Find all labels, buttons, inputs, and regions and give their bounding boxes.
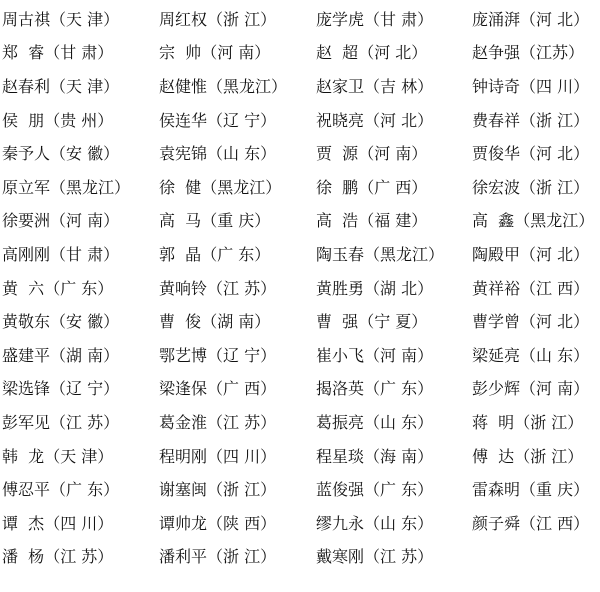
name-entry bbox=[157, 373, 314, 407]
person-name: 梁延亮 bbox=[472, 345, 521, 365]
person-name: 赵争强 bbox=[472, 43, 521, 63]
person-name: 雷森明 bbox=[472, 480, 521, 500]
person-name: 蓝俊强 bbox=[316, 480, 365, 500]
name-entry bbox=[157, 507, 314, 541]
name-entry bbox=[0, 37, 157, 71]
name-entry bbox=[157, 473, 314, 507]
province-label: （浙 江） bbox=[514, 446, 584, 466]
province-label: （天 津） bbox=[44, 446, 114, 466]
province-label: （山 东） bbox=[364, 412, 434, 432]
province-label: （天 津） bbox=[50, 9, 120, 29]
province-label: （天 津） bbox=[50, 76, 120, 96]
person-name: 秦予人 bbox=[2, 144, 51, 164]
person-name: 徐 鹏 bbox=[316, 177, 359, 197]
person-name: 徐要洲 bbox=[2, 211, 51, 231]
province-label: （重 庆） bbox=[201, 211, 271, 231]
person-name: 蒋 明 bbox=[472, 412, 515, 432]
province-label: （江 苏） bbox=[44, 547, 114, 567]
name-entry bbox=[0, 507, 157, 541]
name-entry bbox=[470, 37, 600, 71]
province-label: （湖 北） bbox=[364, 278, 434, 298]
name-entry bbox=[470, 339, 600, 373]
province-label: （辽 宁） bbox=[207, 345, 277, 365]
name-entry bbox=[157, 205, 314, 239]
person-name: 谢塞闽 bbox=[159, 480, 208, 500]
name-entry bbox=[157, 137, 314, 171]
person-name: 梁选锋 bbox=[2, 379, 51, 399]
person-name: 彭少辉 bbox=[472, 379, 521, 399]
person-name: 郭 晶 bbox=[159, 244, 202, 264]
person-name: 梁逢保 bbox=[159, 379, 208, 399]
person-name: 徐 健 bbox=[159, 177, 202, 197]
province-label: （河 南） bbox=[358, 144, 428, 164]
person-name: 庞涌湃 bbox=[472, 9, 521, 29]
name-entry bbox=[314, 373, 470, 407]
province-label: （广 东） bbox=[364, 480, 434, 500]
province-label: （海 南） bbox=[364, 446, 434, 466]
person-name: 黄祥裕 bbox=[472, 278, 521, 298]
person-name: 侯 朋 bbox=[2, 110, 45, 130]
name-entry bbox=[157, 238, 314, 272]
name-list-grid bbox=[0, 3, 600, 574]
name-entry bbox=[0, 70, 157, 104]
person-name: 黄敬东 bbox=[2, 312, 51, 332]
province-label: （江 苏） bbox=[207, 278, 277, 298]
name-entry bbox=[314, 473, 470, 507]
province-label: （黑龙江） bbox=[201, 177, 282, 197]
province-label: （黑龙江） bbox=[50, 177, 131, 197]
person-name: 潘利平 bbox=[159, 547, 208, 567]
person-name: 颜子舜 bbox=[472, 513, 521, 533]
name-entry bbox=[470, 104, 600, 138]
name-entry bbox=[157, 37, 314, 71]
name-entry bbox=[157, 406, 314, 440]
province-label: （浙 江） bbox=[207, 480, 277, 500]
name-entry bbox=[157, 3, 314, 37]
person-name: 原立军 bbox=[2, 177, 51, 197]
name-entry bbox=[470, 137, 600, 171]
person-name: 贾 源 bbox=[316, 144, 359, 164]
person-name: 黄胜勇 bbox=[316, 278, 365, 298]
province-label: （广 西） bbox=[358, 177, 428, 197]
province-label: （浙 江） bbox=[520, 110, 590, 130]
person-name: 戴寒刚 bbox=[316, 547, 365, 567]
name-entry bbox=[157, 171, 314, 205]
province-label: （山 东） bbox=[364, 513, 434, 533]
person-name: 袁宪锦 bbox=[159, 144, 208, 164]
province-label: （安 徽） bbox=[50, 312, 120, 332]
name-entry bbox=[314, 171, 470, 205]
name-entry bbox=[0, 3, 157, 37]
province-label: （浙 江） bbox=[207, 9, 277, 29]
province-label: （四 川） bbox=[207, 446, 277, 466]
name-entry bbox=[470, 473, 600, 507]
name-entry bbox=[0, 373, 157, 407]
name-entry bbox=[470, 272, 600, 306]
person-name: 揭洛英 bbox=[316, 379, 365, 399]
person-name: 宗 帅 bbox=[159, 43, 202, 63]
province-label: （甘 肃） bbox=[44, 43, 114, 63]
province-label: （广 东） bbox=[44, 278, 114, 298]
name-entry bbox=[314, 339, 470, 373]
person-name: 费春祥 bbox=[472, 110, 521, 130]
name-entry bbox=[157, 104, 314, 138]
province-label: （安 徽） bbox=[50, 144, 120, 164]
province-label: （甘 肃） bbox=[364, 9, 434, 29]
province-label: （重 庆） bbox=[520, 480, 590, 500]
province-label: （江 西） bbox=[520, 513, 590, 533]
province-label: （湖 南） bbox=[201, 312, 271, 332]
name-entry bbox=[0, 406, 157, 440]
person-name: 谭 杰 bbox=[2, 513, 45, 533]
name-entry bbox=[470, 373, 600, 407]
name-entry bbox=[157, 272, 314, 306]
person-name: 曹 强 bbox=[316, 312, 359, 332]
name-entry bbox=[314, 104, 470, 138]
person-name: 葛振亮 bbox=[316, 412, 365, 432]
name-entry bbox=[314, 238, 470, 272]
name-entry bbox=[0, 137, 157, 171]
person-name: 高 鑫 bbox=[472, 211, 515, 231]
province-label: （陕 西） bbox=[207, 513, 277, 533]
person-name: 潘 杨 bbox=[2, 547, 45, 567]
person-name: 赵家卫 bbox=[316, 76, 365, 96]
person-name: 葛金淮 bbox=[159, 412, 208, 432]
province-label: （江 苏） bbox=[364, 547, 434, 567]
name-entry bbox=[157, 339, 314, 373]
person-name: 钟诗奇 bbox=[472, 76, 521, 96]
province-label: （河 北） bbox=[520, 312, 590, 332]
name-entry bbox=[470, 406, 600, 440]
name-entry bbox=[0, 339, 157, 373]
person-name: 侯连华 bbox=[159, 110, 208, 130]
province-label: （吉 林） bbox=[364, 76, 434, 96]
name-entry bbox=[470, 70, 600, 104]
person-name: 贾俊华 bbox=[472, 144, 521, 164]
person-name: 赵健惟 bbox=[159, 76, 208, 96]
name-entry bbox=[470, 3, 600, 37]
name-entry bbox=[0, 272, 157, 306]
province-label: （广 东） bbox=[201, 244, 271, 264]
province-label: （河 北） bbox=[364, 110, 434, 130]
name-entry bbox=[0, 440, 157, 474]
name-entry bbox=[470, 205, 600, 239]
name-entry bbox=[0, 473, 157, 507]
name-entry bbox=[157, 541, 314, 575]
province-label: （四 川） bbox=[44, 513, 114, 533]
province-label: （河 南） bbox=[201, 43, 271, 63]
province-label: （河 北） bbox=[358, 43, 428, 63]
person-name: 周古祺 bbox=[2, 9, 51, 29]
name-entry bbox=[0, 171, 157, 205]
person-name: 周红权 bbox=[159, 9, 208, 29]
province-label: （河 南） bbox=[50, 211, 120, 231]
name-entry bbox=[157, 440, 314, 474]
province-label: （河 南） bbox=[364, 345, 434, 365]
person-name: 傅忍平 bbox=[2, 480, 51, 500]
name-entry bbox=[314, 440, 470, 474]
person-name: 高 浩 bbox=[316, 211, 359, 231]
province-label: （广 东） bbox=[50, 480, 120, 500]
name-entry bbox=[314, 541, 470, 575]
province-label: （浙 江） bbox=[207, 547, 277, 567]
name-entry bbox=[314, 305, 470, 339]
person-name: 曹 俊 bbox=[159, 312, 202, 332]
person-name: 庞学虎 bbox=[316, 9, 365, 29]
person-name: 鄂艺博 bbox=[159, 345, 208, 365]
name-entry bbox=[314, 272, 470, 306]
person-name: 黄 六 bbox=[2, 278, 45, 298]
province-label: （黑龙江） bbox=[207, 76, 288, 96]
name-entry bbox=[0, 205, 157, 239]
province-label: （广 西） bbox=[207, 379, 277, 399]
name-entry bbox=[0, 104, 157, 138]
name-entry bbox=[314, 70, 470, 104]
person-name: 高 马 bbox=[159, 211, 202, 231]
province-label: （辽 宁） bbox=[50, 379, 120, 399]
province-label: （江 苏） bbox=[207, 412, 277, 432]
person-name: 程星琰 bbox=[316, 446, 365, 466]
person-name: 祝晓亮 bbox=[316, 110, 365, 130]
province-label: （宁 夏） bbox=[358, 312, 428, 332]
name-entry bbox=[314, 507, 470, 541]
name-entry bbox=[470, 238, 600, 272]
name-entry bbox=[0, 541, 157, 575]
province-label: （山 东） bbox=[520, 345, 590, 365]
person-name: 韩 龙 bbox=[2, 446, 45, 466]
province-label: （山 东） bbox=[207, 144, 277, 164]
province-label: （黑龙江） bbox=[364, 244, 445, 264]
province-label: （四 川） bbox=[520, 76, 590, 96]
person-name: 徐宏波 bbox=[472, 177, 521, 197]
person-name: 盛建平 bbox=[2, 345, 51, 365]
name-entry bbox=[470, 507, 600, 541]
province-label: （广 东） bbox=[364, 379, 434, 399]
province-label: （河 南） bbox=[520, 379, 590, 399]
province-label: （湖 南） bbox=[50, 345, 120, 365]
person-name: 赵春利 bbox=[2, 76, 51, 96]
province-label: （浙 江） bbox=[514, 412, 584, 432]
province-label: （河 北） bbox=[520, 144, 590, 164]
province-label: （福 建） bbox=[358, 211, 428, 231]
name-entry bbox=[0, 238, 157, 272]
name-entry bbox=[470, 305, 600, 339]
province-label: （江 苏） bbox=[50, 412, 120, 432]
name-entry bbox=[314, 406, 470, 440]
province-label: （河 北） bbox=[520, 244, 590, 264]
person-name: 程明刚 bbox=[159, 446, 208, 466]
province-label: （河 北） bbox=[520, 9, 590, 29]
name-entry bbox=[0, 305, 157, 339]
name-entry bbox=[157, 70, 314, 104]
name-entry bbox=[470, 171, 600, 205]
person-name: 黄响铃 bbox=[159, 278, 208, 298]
province-label: （江苏） bbox=[520, 43, 585, 63]
name-entry bbox=[314, 205, 470, 239]
province-label: （辽 宁） bbox=[207, 110, 277, 130]
person-name: 缪九永 bbox=[316, 513, 365, 533]
province-label: （黑龙江） bbox=[514, 211, 595, 231]
person-name: 曹学曾 bbox=[472, 312, 521, 332]
province-label: （江 西） bbox=[520, 278, 590, 298]
person-name: 赵 超 bbox=[316, 43, 359, 63]
person-name: 高刚刚 bbox=[2, 244, 51, 264]
person-name: 陶玉春 bbox=[316, 244, 365, 264]
person-name: 彭军见 bbox=[2, 412, 51, 432]
province-label: （浙 江） bbox=[520, 177, 590, 197]
name-entry bbox=[470, 440, 600, 474]
person-name: 郑 睿 bbox=[2, 43, 45, 63]
name-entry bbox=[314, 37, 470, 71]
name-entry bbox=[157, 305, 314, 339]
person-name: 陶殿甲 bbox=[472, 244, 521, 264]
name-entry bbox=[314, 3, 470, 37]
name-entry bbox=[314, 137, 470, 171]
person-name: 谭帅龙 bbox=[159, 513, 208, 533]
province-label: （贵 州） bbox=[44, 110, 114, 130]
province-label: （甘 肃） bbox=[50, 244, 120, 264]
person-name: 崔小飞 bbox=[316, 345, 365, 365]
person-name: 傅 达 bbox=[472, 446, 515, 466]
